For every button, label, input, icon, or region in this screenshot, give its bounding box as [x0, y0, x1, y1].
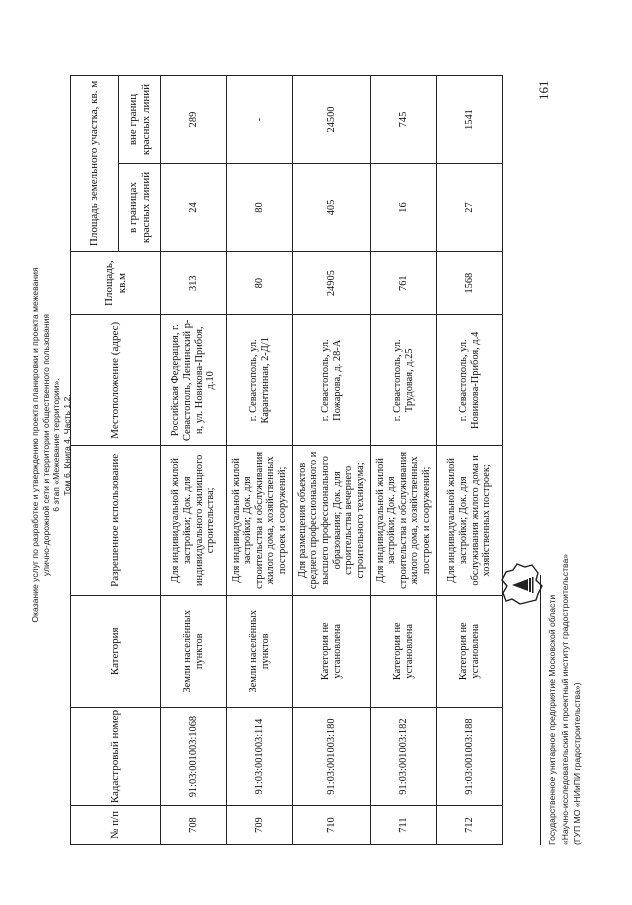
- header-outside-red-lines: вне границ красных линий: [119, 76, 161, 164]
- cell-outside: 289: [161, 76, 227, 164]
- cell-inside: 27: [437, 164, 503, 252]
- cell-outside: 1541: [437, 76, 503, 164]
- header-line-3: 6 этап «Межевание территории».: [51, 378, 62, 512]
- cell-outside: 24500: [293, 76, 371, 164]
- cell-num: 712: [437, 806, 503, 845]
- cell-area: 1568: [437, 251, 503, 314]
- cell-num: 709: [227, 806, 293, 845]
- cell-num: 708: [161, 806, 227, 845]
- footer-line-2: «Научно-исследовательский и проектный институт градостроительства»: [559, 553, 570, 845]
- cell-permitted-use: Для размещения объектов среднего профессионального и высшего профессионального образования; Док. для строительства вечернего строительного техникума;: [293, 446, 371, 595]
- cell-permitted-use: Для индивидуальной жилой застройки; Док. для обслуживания жилого дома и хозяйственных построек;: [437, 446, 503, 595]
- cell-area: 761: [371, 251, 437, 314]
- header-inside-red-lines: в границах красных линий: [119, 164, 161, 252]
- cell-location: г. Севастополь, ул. Новикова-Прибоя, д.4: [437, 315, 503, 446]
- institute-logo-icon: [498, 560, 546, 610]
- cell-location: г. Севастополь, ул. Карантинная, 2-Д/1: [227, 315, 293, 446]
- cell-category: Категория не установлена: [371, 595, 437, 707]
- header-permitted-use: Разрешенное использование: [71, 446, 161, 595]
- cell-cadastral: 91:03:001003:188: [437, 708, 503, 806]
- table-row: [293, 76, 371, 845]
- header-category: Категория: [71, 595, 161, 707]
- cell-category: Земли населённых пунктов: [227, 595, 293, 707]
- footer-line-1: Государственное унитарное предприятие Московской области: [547, 594, 557, 845]
- cell-cadastral: 91:03:001003:180: [293, 708, 371, 806]
- header-num: № п/п: [71, 806, 161, 845]
- cell-cadastral: 91:03:001003:182: [371, 708, 437, 806]
- cell-inside: 24: [161, 164, 227, 252]
- cell-outside: 745: [371, 76, 437, 164]
- header-line-2: улично-дорожной сети и территории общественного пользования: [40, 313, 51, 577]
- cell-inside: 405: [293, 164, 371, 252]
- cell-category: Категория не установлена: [437, 595, 503, 707]
- footer-line-3: (ГУП МО «НИиПИ градостроительства»): [572, 682, 583, 845]
- cell-inside: 80: [227, 164, 293, 252]
- cell-category: Категория не установлена: [293, 595, 371, 707]
- cell-permitted-use: Для индивидуальной жилой застройки; Док. для строительства и обслуживания жилого дома, хозяйственных построек и сооружений;: [227, 446, 293, 595]
- cell-permitted-use: Для индивидуальной жилой застройки; Док. для индивидуального жилищного строительства;: [161, 446, 227, 595]
- cell-cadastral: 91:03:001003:114: [227, 708, 293, 806]
- page-number: 161: [536, 80, 551, 100]
- cell-permitted-use: Для индивидуальной жилой застройки; Док. для строительства и обслуживания жилого дома, хозяйственных построек и сооружений;: [371, 446, 437, 595]
- document-footer: [546, 425, 584, 845]
- header-line-4: Том 6. Книга 4. Часть 1.2.: [61, 394, 72, 496]
- cell-area: 313: [161, 251, 227, 314]
- header-cadastral: Кадастровый номер: [71, 708, 161, 806]
- header-area: Площадь, кв.м: [71, 251, 161, 314]
- cell-inside: 16: [371, 164, 437, 252]
- table-row: [437, 76, 503, 845]
- header-land-area: Площадь земельного участка, кв. м: [71, 76, 119, 252]
- table-row: [371, 76, 437, 845]
- table-row: [227, 76, 293, 845]
- cell-num: 710: [293, 806, 371, 845]
- cell-cadastral: 91:03:001003:1068: [161, 708, 227, 806]
- cell-location: г. Севастополь, ул. Пожарова, д. 28-А: [293, 315, 371, 446]
- land-registry-table: [70, 75, 503, 845]
- cell-location: Российская Федерация, г. Севастополь, Ленинский р-н, ул. Новикова-Прибоя, д.10: [161, 315, 227, 446]
- document-header: [30, 185, 72, 705]
- cell-category: Земли населённых пунктов: [161, 595, 227, 707]
- footer-divider: [540, 575, 541, 845]
- cell-num: 711: [371, 806, 437, 845]
- header-location: Местоположение (адрес): [71, 315, 161, 446]
- header-line-1: Оказание услуг по разработке и утверждению проекта планировки и проекта межевания: [30, 267, 40, 623]
- cell-location: г. Севастополь, ул. Трудовая, д.25: [371, 315, 437, 446]
- cell-outside: -: [227, 76, 293, 164]
- cell-area: 24905: [293, 251, 371, 314]
- table-row: [161, 76, 227, 845]
- cell-area: 80: [227, 251, 293, 314]
